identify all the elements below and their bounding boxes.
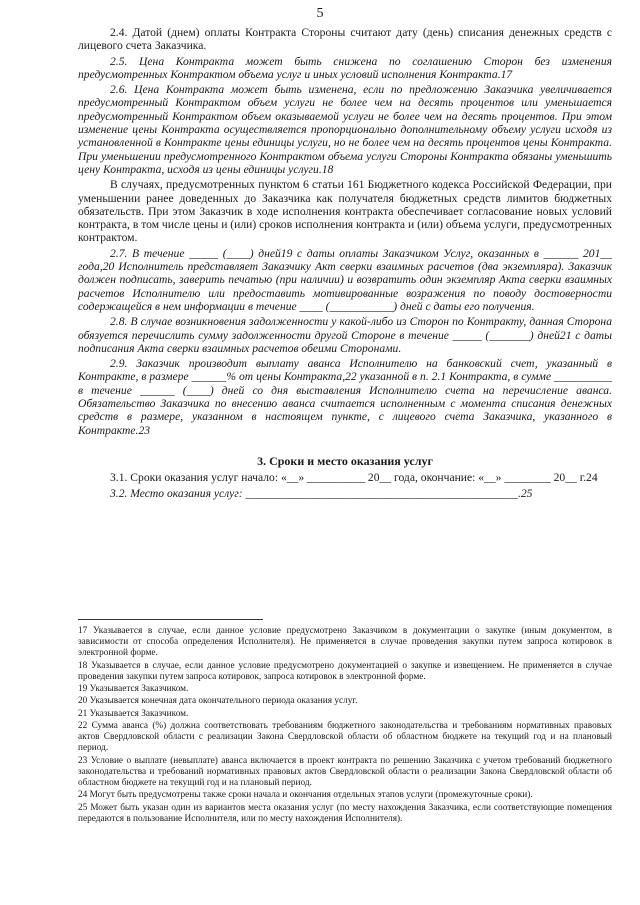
footnote-separator xyxy=(78,619,263,620)
clause-3-2: 3.2. Место оказания услуг: _______________________________________________.25 xyxy=(110,486,533,500)
footnote: 24 Могут быть предусмотрены также сроки начала и окончания отдельных этапов услуги (промежуточные сроки). xyxy=(78,790,533,801)
footnote: 25 Может быть указан один из вариантов места оказания услуг (по месту нахождения Заказчика, если соответствующие помещения передаются в пользование Исполнителя, или по месту нахождения Исполнителя). xyxy=(78,802,612,824)
section-3-heading: 3. Сроки и место оказания услуг xyxy=(257,453,433,468)
clause-2-7: 2.7. В течение _____ (____) дней19 с даты оплаты Заказчиком Услуг, оказанных в ______ 201__ года,20 Исполнитель представляет Заказчику Акт сверки взаимных расчетов (два экземпляра). Заказчик должен подписать, заверить печатью (при наличии) и возвратить один экземпляр Акта сверки взаимных расчетов Исполнителю или предоставить мотивированные возражения по поводу достоверности содержащейся в нем информации в течение ____ (___________) дней с даты его получения. xyxy=(78,246,612,313)
footnote: 20 Указывается конечная дата окончательного периода оказания услуг. xyxy=(78,696,358,707)
page-number: 5 xyxy=(316,6,324,21)
clause-2-6: 2.6. Цена Контракта может быть изменена, если по предложению Заказчика увеличивается предусмотренный Контрактом объем услуги не более чем на десять процентов или уменьшается предусмотренный Контрактом объем оказываемой услуги не более чем на десять процентов. При этом изменение цены Контракта осуществляется пропорционально дополнительному объему услуги исходя из установленной в Контракте цены единицы услуги, но не более чем на десять процентов цены Контракта. При уменьшении предусмотренного Контрактом объема услуги Стороны Контракта обязаны уменьшить цену Контракта, исходя из цены единицы услуги.18 xyxy=(78,83,612,176)
footnote: 22 Сумма аванса (%) должна соответствовать требованиям бюджетного законодательства и требованиям нормативных правовых актов Свердловской области с реализации Закона Свердловской области об областном бюджете на текущий год и на плановый период. xyxy=(78,721,612,754)
clause-2-8: 2.8. В случае возникновения задолженности у какой-либо из Сторон по Контракту, данная Сторона обязуется перечислить сумму задолженности другой Стороне в течение _____ (_______) дней21 с даты подписания Акта сверки взаимных расчетов обеими Сторонами. xyxy=(78,315,612,355)
footnote: 19 Указывается Заказчиком. xyxy=(78,684,189,695)
main-text xyxy=(78,26,612,502)
footnote: 18 Указывается в случае, если данное условие предусмотрено документацией о закупке и извещением. Не применяется в случае проведения закупки путем запроса котировок, запроса котировок в электронной форме. xyxy=(78,660,612,682)
footnote: 23 Условие о выплате (невыплате) аванса включается в проект контракта по решению Заказчика с учетом требований бюджетного законодательства и требований нормативных правовых актов Свердловской области о реализации Закона Свердловской области об областном бюджете на текущий год и на плановый период. xyxy=(78,755,612,788)
footnote: 21 Указывается Заказчиком. xyxy=(78,708,189,719)
clause-2-4: 2.4. Датой (днем) оплаты Контракта Стороны считают дату (день) списания денежных средств с лицевого счета Заказчика. xyxy=(78,26,612,53)
clause-2-6-budget: В случаях, предусмотренных пунктом 6 статьи 161 Бюджетного кодекса Российской Федерации, при уменьшении ранее доведенных до Заказчика как получателя бюджетных средств лимитов бюджетных обязательств. При этом Заказчик в ходе исполнения контракта обеспечивает согласование новых условий контракта, в том числе цены и (или) сроков исполнения контракта и (или) объема услуги, предусмотренных контрактом. xyxy=(78,178,612,245)
clause-2-9: 2.9. Заказчик производит выплату аванса Исполнителю на банковский счет, указанный в Контракте, в размере ______% от цены Контракта,22 указанной в п. 2.1 Контракта, в сумме __________ в течение ______ (____) дней со дня выставления Исполнителю счета на перечисление аванса. Обязательство Заказчика по внесению аванса считается исполненным с момента списания денежных средств в размере, указанном в настоящем пункте, с лицевого счета Заказчика, указанного в Контракте.23 xyxy=(78,357,612,437)
footnotes xyxy=(78,626,612,826)
clause-2-5: 2.5. Цена Контракта может быть снижена по соглашению Сторон без изменения предусмотренных Контрактом объема услуг и иных условий исполнения Контракта.17 xyxy=(78,54,612,81)
clause-3-1: 3.1. Сроки оказания услуг начало: «__» __________ 20__ года, окончание: «__» ________ 20__ г.24 xyxy=(110,471,598,485)
footnote: 17 Указывается в случае, если данное условие предусмотрено Заказчиком в документации о закупке (иным документом, в зависимости от способа определения Исполнителя). Не применяется в случае проведения закупки путем запроса котировок в электронной форме. xyxy=(78,626,612,659)
